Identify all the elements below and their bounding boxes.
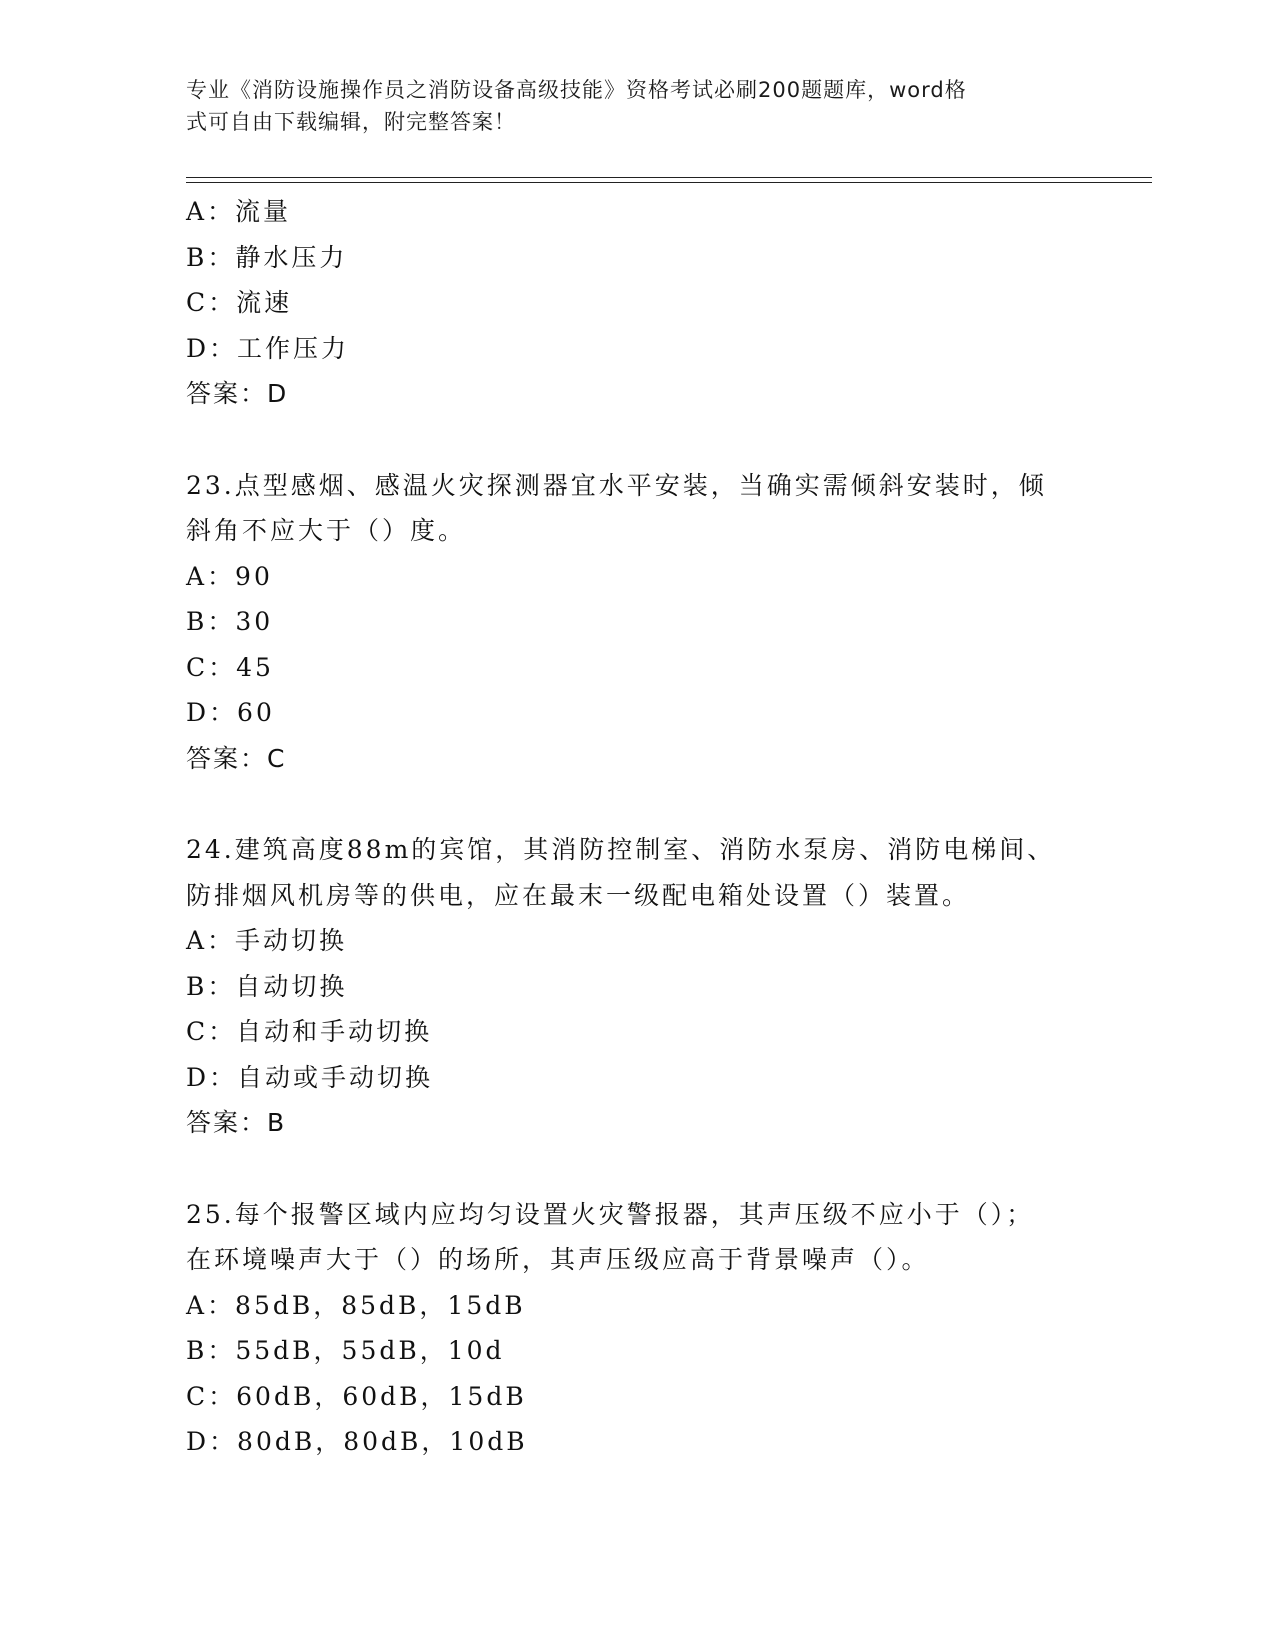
- option-b: B：静水压力: [186, 242, 348, 272]
- question-stem-line: 防排烟风机房等的供电，应在最末一级配电箱处设置（）装置。: [186, 880, 971, 910]
- question-23: [186, 463, 1086, 782]
- question-stem-line: 斜角不应大于（）度。: [186, 516, 467, 545]
- question-stem-line: 23.点型感烟、感温火灾探测器宜水平安装，当确实需倾斜安装时，倾: [186, 470, 1047, 500]
- option-d: D：自动或手动切换: [186, 1062, 434, 1092]
- document-body: [186, 189, 1086, 1465]
- question-stem-line: 24.建筑高度88m的宾馆，其消防控制室、消防水泵房、消防电梯间、: [186, 835, 1056, 864]
- option-c: C：45: [186, 652, 274, 682]
- header-rule-top: [186, 177, 1152, 178]
- question-stem-line: 25.每个报警区域内应均匀设置火灾警报器，其声压级不应小于（）；: [186, 1199, 1035, 1229]
- option-b: B：55dB，55dB，10d: [186, 1336, 505, 1365]
- question-22-continued: [186, 189, 1086, 417]
- answer: 答案：D: [186, 379, 289, 408]
- header-line-2: 式可自由下载编辑，附完整答案！: [186, 110, 516, 134]
- option-a: A：流量: [186, 197, 292, 226]
- option-a: A：90: [186, 561, 273, 591]
- answer: 答案：B: [186, 1108, 287, 1137]
- option-c: C：60dB，60dB，15dB: [186, 1381, 527, 1411]
- header-rule-bottom: [186, 182, 1152, 183]
- question-stem-line: 在环境噪声大于（）的场所，其声压级应高于背景噪声（）。: [186, 1245, 930, 1274]
- option-d: D：工作压力: [186, 333, 350, 363]
- option-c: C：自动和手动切换: [186, 1017, 433, 1046]
- answer: 答案：C: [186, 743, 287, 773]
- question-24: [186, 827, 1086, 1146]
- option-d: D：80dB，80dB，10dB: [186, 1427, 528, 1456]
- question-25: [186, 1192, 1086, 1465]
- header-line-1: 专业《消防设施操作员之消防设备高级技能》资格考试必刷200题题库，word格: [186, 78, 967, 102]
- option-b: B：自动切换: [186, 971, 348, 1001]
- option-a: A：手动切换: [186, 926, 348, 955]
- option-b: B：30: [186, 607, 274, 636]
- option-d: D：60: [186, 698, 275, 727]
- option-c: C：流速: [186, 288, 293, 317]
- document-header: [186, 74, 1066, 138]
- option-a: A：85dB，85dB，15dB: [186, 1290, 526, 1320]
